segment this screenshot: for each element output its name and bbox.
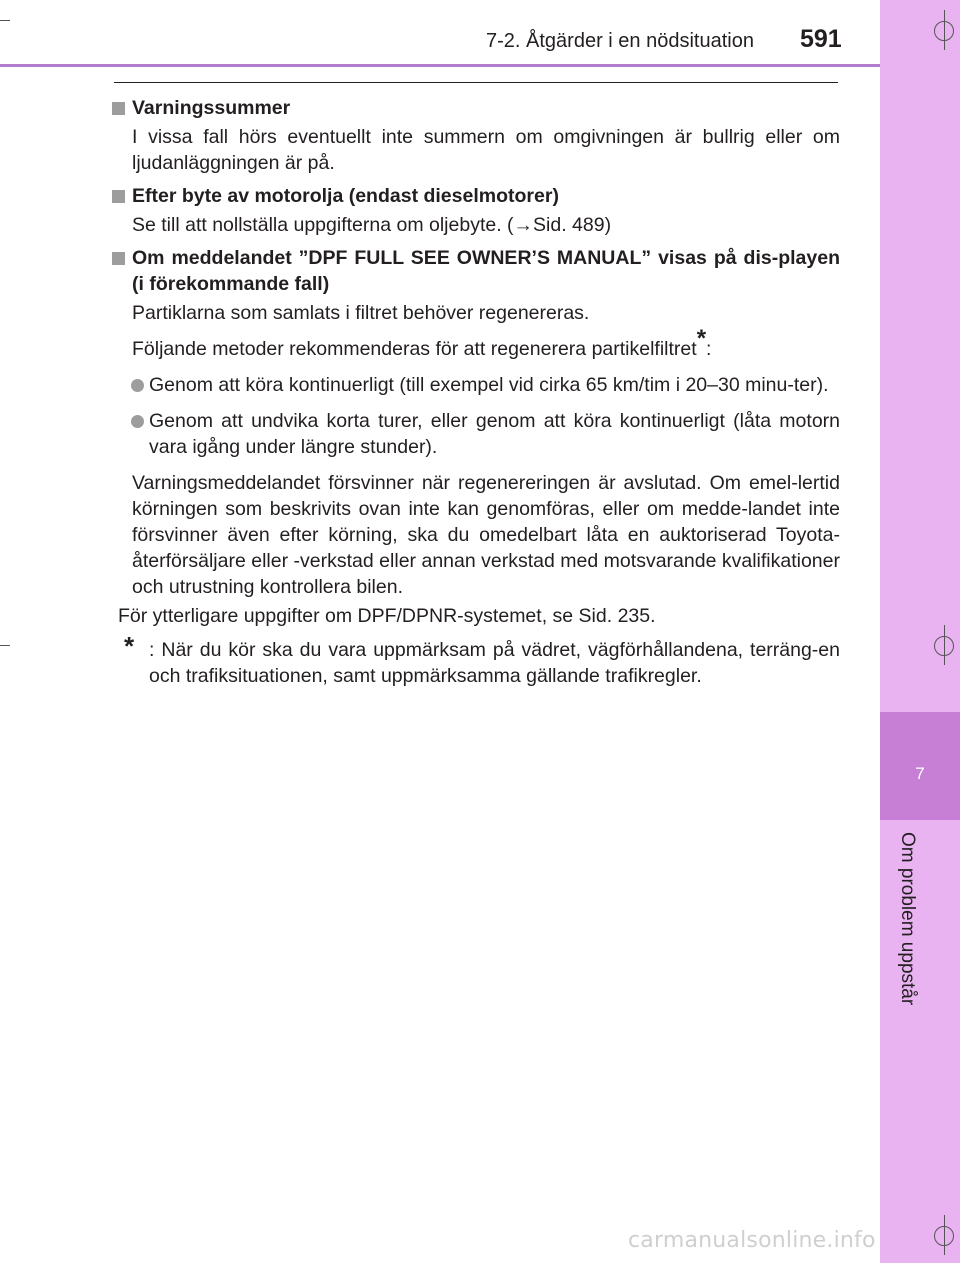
registration-mark (934, 1226, 954, 1246)
square-bullet-icon (112, 252, 125, 265)
section-oil-change (112, 183, 840, 238)
list-item: Genom att köra kontinuerligt (till exempel vid cirka 65 km/tim i 20–30 minu-ter). (112, 372, 840, 398)
registration-mark (934, 21, 954, 41)
page-number: 591 (800, 25, 842, 53)
section-warning-buzzer (112, 95, 840, 176)
section-text: I vissa fall hörs eventuellt inte summern om omgivningen är bullrig eller om ljudanläggningen är på. (132, 126, 840, 174)
section-heading: Om meddelandet ”DPF FULL SEE OWNER’S MANUAL” visas på dis-playen (i förekommande fall) (112, 245, 840, 297)
section-heading: Varningssummer (112, 95, 840, 121)
header-rule (0, 64, 880, 67)
chapter-side-tab (880, 0, 960, 1263)
footnote-mark: * (124, 631, 135, 661)
round-bullet-icon (131, 415, 144, 428)
section-text: Följande metoder rekommenderas för att regenerera partikelfiltret*: (132, 324, 712, 360)
crop-mark (0, 20, 10, 21)
square-bullet-icon (112, 102, 125, 115)
section-text: Partiklarna som samlats i filtret behöver regenereras. (132, 302, 590, 324)
footnote (112, 631, 840, 689)
page-content (112, 95, 840, 689)
square-bullet-icon (112, 190, 125, 203)
registration-mark (934, 636, 954, 656)
crop-mark (0, 645, 10, 646)
section-text: För ytterligare uppgifter om DPF/DPNR-systemet, se Sid. 235. (118, 605, 656, 627)
header-section-title: 7-2. Åtgärder i en nödsituation (486, 30, 754, 52)
round-bullet-icon (131, 379, 144, 392)
chapter-number: 7 (915, 764, 925, 783)
section-dpf-message (112, 245, 840, 629)
list-item: Genom att undvika korta turer, eller genom att köra kontinuerligt (låta motorn vara igång under längre stunder). (112, 408, 840, 460)
watermark: carmanualsonline.info (628, 1228, 876, 1253)
section-text: Varningsmeddelandet försvinner när regenereringen är avslutad. Om emel-lertid körningen som beskrivits ovan inte kan genomföras, eller om medde-landet inte försvinner även efter körning, ska du omedelbart låta en auktoriserad Toyota-återförsäljare eller -verkstad eller annan verkstad med motsvarande kvalifikationer och utrustning kontrollera bilen. (132, 472, 840, 598)
section-text: Se till att nollställa uppgifterna om oljebyte. (→Sid. 489) (132, 214, 612, 236)
content-rule (114, 82, 838, 83)
asterisk-mark: * (696, 324, 707, 352)
section-heading: Efter byte av motorolja (endast dieselmotorer) (112, 183, 840, 209)
chapter-title: Om problem uppstår (897, 832, 918, 1006)
footnote-text: : När du kör ska du vara uppmärksam på vädret, vägförhållandena, terräng-en och trafiksituationen, samt uppmärksamma gällande trafikregler. (149, 639, 840, 687)
